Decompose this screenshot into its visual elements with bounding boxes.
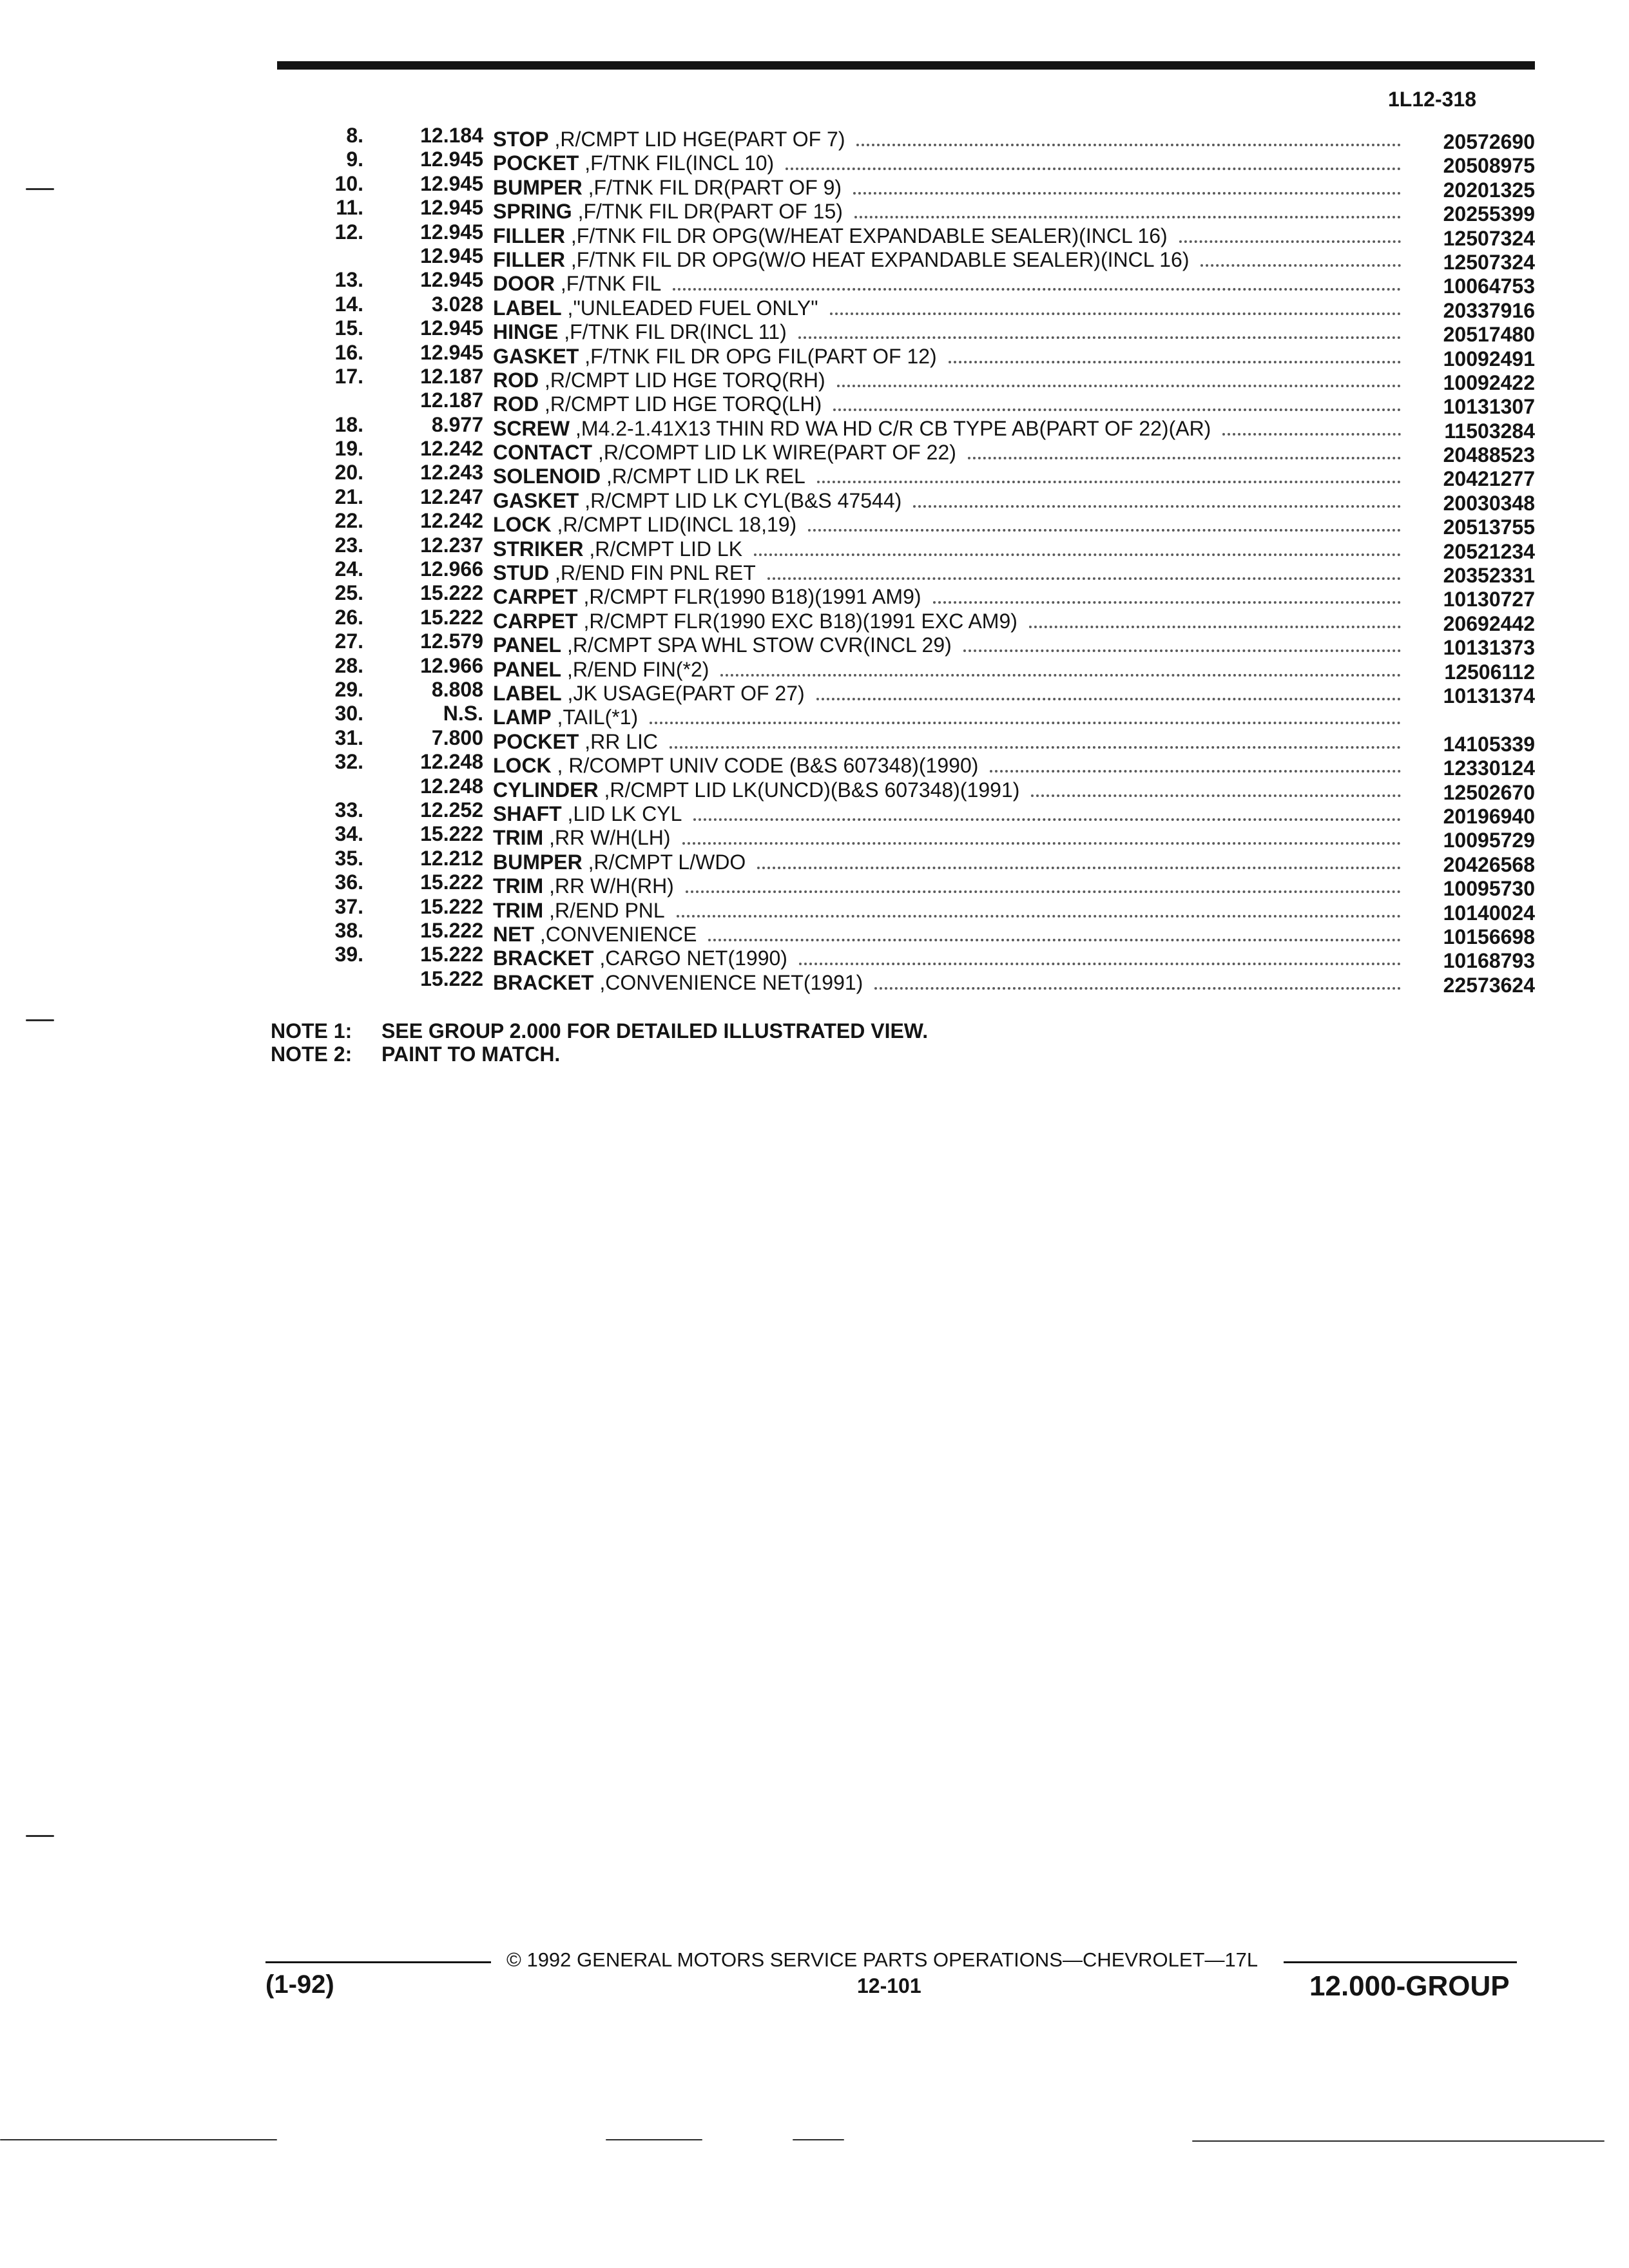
part-detail: ,RR W/H(LH) <box>543 826 671 850</box>
item-number: 35. <box>334 846 363 870</box>
item-number: 31. <box>334 726 363 749</box>
part-name: LABEL <box>493 681 562 705</box>
parts-row <box>271 220 1535 250</box>
dot-leader <box>650 706 1401 724</box>
dot-leader <box>817 465 1401 483</box>
part-detail: ,RR LIC <box>579 729 659 753</box>
part-detail: ,RR W/H(RH) <box>543 874 674 898</box>
part-detail: ,R/CMPT SPA WHL STOW CVR(INCL 29) <box>561 633 952 657</box>
part-name: POCKET <box>493 729 579 753</box>
part-name: ROD <box>493 392 539 416</box>
parts-row <box>271 316 1535 347</box>
part-number: 20513755 <box>1443 515 1535 539</box>
part-name: HINGE <box>493 320 559 344</box>
item-number: 16. <box>334 340 363 364</box>
dot-leader <box>856 128 1401 146</box>
scan-mark <box>26 188 54 190</box>
part-detail: ,M4.2-1.41X13 THIN RD WA HD C/R CB TYPE AB(PART OF 22)(AR) <box>570 416 1211 440</box>
item-number: 33. <box>334 798 363 822</box>
part-name: NET <box>493 922 534 946</box>
part-detail: ,R/CMPT LID LK CYL(B&S 47544) <box>579 488 902 512</box>
part-number: 10064753 <box>1443 274 1535 298</box>
item-number: 21. <box>334 485 363 508</box>
item-number: 9. <box>346 148 363 171</box>
dot-leader <box>686 875 1401 893</box>
dot-leader <box>933 586 1401 604</box>
footer-page-number: 12-101 <box>857 1974 921 1997</box>
part-number: 20508975 <box>1443 154 1535 178</box>
part-detail: ,F/TNK FIL DR(INCL 11) <box>558 320 787 344</box>
part-number: 20692442 <box>1443 611 1535 635</box>
part-name: STRIKER <box>493 537 584 561</box>
group-number: 12.187 <box>420 389 483 412</box>
part-detail: ,R/CMPT LID LK(UNCD)(B&S 607348)(1991) <box>598 778 1020 802</box>
part-name: LAMP <box>493 706 552 729</box>
item-number: 25. <box>334 581 363 605</box>
part-detail: ,R/CMPT LID HGE TORQ(RH) <box>539 368 825 392</box>
part-detail: ,F/TNK FIL DR OPG(W/O HEAT EXPANDABLE SEALER)(INCL 16) <box>564 247 1190 271</box>
part-detail: ,F/TNK FIL DR(PART OF 15) <box>572 200 843 224</box>
note-label: NOTE 2: <box>271 1043 352 1066</box>
part-name: SOLENOID <box>493 465 601 488</box>
item-number: 22. <box>334 509 363 533</box>
parts-row <box>271 581 1535 611</box>
dot-leader <box>968 441 1401 459</box>
part-detail: ,R/END FIN PNL RET <box>549 561 756 585</box>
group-number: N.S. <box>443 702 483 726</box>
dot-leader <box>1029 610 1401 628</box>
part-name: BRACKET <box>493 947 594 970</box>
group-number: 12.945 <box>420 340 483 364</box>
item-number: 30. <box>334 702 363 726</box>
group-number: 12.945 <box>420 196 483 220</box>
part-name: TRIM <box>493 874 544 898</box>
parts-row <box>271 533 1535 563</box>
parts-row <box>271 148 1535 178</box>
part-detail: ,R/CMPT FLR(1990 B18)(1991 AM9) <box>577 585 921 609</box>
parts-row <box>271 244 1535 274</box>
group-number: 7.800 <box>431 726 483 749</box>
item-number: 10. <box>334 171 363 195</box>
parts-row <box>271 798 1535 828</box>
dot-leader <box>786 152 1401 170</box>
part-number: 12506112 <box>1444 660 1535 684</box>
part-name: SCREW <box>493 416 570 440</box>
group-number: 12.945 <box>420 220 483 244</box>
item-number: 36. <box>334 870 363 894</box>
parts-row <box>271 750 1535 780</box>
item-number: 12. <box>334 220 363 244</box>
dot-leader <box>853 177 1401 195</box>
part-name: STOP <box>493 128 549 151</box>
scan-mark <box>0 2139 277 2140</box>
part-detail: ,F/TNK FIL DR(PART OF 9) <box>582 175 842 199</box>
parts-row <box>271 412 1535 443</box>
note-text: SEE GROUP 2.000 FOR DETAILED ILLUSTRATED VIEW. <box>381 1019 929 1043</box>
part-number: 20521234 <box>1443 539 1535 563</box>
part-number: 10095730 <box>1443 877 1535 901</box>
parts-row <box>271 605 1535 635</box>
part-number: 20572690 <box>1443 130 1535 153</box>
part-name: BUMPER <box>493 850 583 874</box>
parts-row <box>271 485 1535 515</box>
item-number: 28. <box>334 653 363 677</box>
parts-row <box>271 171 1535 202</box>
footer-rule-right <box>1284 1961 1517 1963</box>
part-number: 20488523 <box>1443 443 1535 467</box>
parts-row <box>271 870 1535 901</box>
parts-row <box>271 702 1535 729</box>
part-detail: ,R/END FIN(*2) <box>561 657 709 681</box>
part-name: BUMPER <box>493 175 583 199</box>
note <box>271 1019 928 1043</box>
part-name: FILLER <box>493 224 565 247</box>
item-number: 17. <box>334 364 363 388</box>
group-number: 12.579 <box>420 629 483 653</box>
parts-row <box>271 124 1535 153</box>
parts-row <box>271 509 1535 539</box>
scan-mark <box>793 2139 844 2140</box>
scan-mark <box>1192 2140 1605 2142</box>
part-number: 10095729 <box>1443 829 1535 852</box>
part-name: GASKET <box>493 344 579 368</box>
dot-leader <box>874 972 1401 990</box>
parts-list <box>271 124 1535 997</box>
parts-row <box>271 726 1535 756</box>
group-number: 12.966 <box>420 557 483 581</box>
part-detail: ,LID LK CYL <box>561 802 682 825</box>
parts-row <box>271 196 1535 226</box>
part-name: POCKET <box>493 151 579 175</box>
parts-row <box>271 629 1535 660</box>
group-number: 12.184 <box>420 124 483 147</box>
part-number: 20517480 <box>1443 323 1535 347</box>
dot-leader <box>1179 225 1401 243</box>
part-number: 12502670 <box>1443 780 1535 804</box>
dot-leader <box>799 947 1401 965</box>
part-name: GASKET <box>493 488 579 512</box>
dot-leader <box>1031 779 1401 797</box>
parts-row <box>271 943 1535 973</box>
dot-leader <box>767 562 1401 580</box>
part-number: 20255399 <box>1443 202 1535 226</box>
part-detail: ,F/TNK FIL DR OPG FIL(PART OF 12) <box>579 344 937 368</box>
footer-date-code: (1-92) <box>265 1970 334 1999</box>
item-number: 27. <box>334 629 363 653</box>
item-number: 15. <box>334 316 363 340</box>
dot-leader <box>798 321 1401 339</box>
part-number: 10092491 <box>1443 347 1535 370</box>
group-number: 3.028 <box>431 292 483 316</box>
footer-group: 12.000-GROUP <box>1309 1970 1510 2002</box>
part-number: 20030348 <box>1443 491 1535 515</box>
part-name: SHAFT <box>493 802 562 825</box>
part-name: BRACKET <box>493 970 594 994</box>
dot-leader <box>757 851 1401 869</box>
part-number: 10092422 <box>1443 370 1535 394</box>
part-number: 10131374 <box>1443 684 1535 707</box>
part-detail: ,F/TNK FIL(INCL 10) <box>579 151 775 175</box>
part-number: 12330124 <box>1443 756 1535 780</box>
group-number: 12.945 <box>420 316 483 340</box>
group-number: 12.945 <box>420 268 483 292</box>
item-number: 23. <box>334 533 363 557</box>
dot-leader <box>754 538 1401 556</box>
dot-leader <box>913 490 1401 508</box>
part-number: 14105339 <box>1443 732 1535 756</box>
part-name: STUD <box>493 561 550 585</box>
dot-leader <box>963 634 1401 652</box>
top-rule <box>277 61 1535 70</box>
part-detail: ,R/CMPT LID(INCL 18,19) <box>551 513 797 537</box>
part-detail: ,F/TNK FIL DR OPG(W/HEAT EXPANDABLE SEALER)(INCL 16) <box>564 224 1168 247</box>
dot-leader <box>1222 418 1401 436</box>
group-number: 15.222 <box>420 605 483 629</box>
item-number: 11. <box>336 196 363 220</box>
group-number: 12.966 <box>420 653 483 677</box>
group-number: 15.222 <box>420 581 483 605</box>
dot-leader <box>837 369 1401 387</box>
part-detail: ,R/END PNL <box>543 898 665 922</box>
parts-row <box>271 340 1535 370</box>
dot-leader <box>830 297 1401 315</box>
group-number: 15.222 <box>420 822 483 846</box>
dot-leader <box>816 682 1401 700</box>
part-name: DOOR <box>493 272 555 296</box>
note <box>271 1043 928 1066</box>
part-name: CARPET <box>493 585 578 609</box>
part-number: 12507324 <box>1443 250 1535 274</box>
scan-mark <box>26 1019 54 1021</box>
part-detail: ,JK USAGE(PART OF 27) <box>561 681 805 705</box>
part-name: SPRING <box>493 200 572 224</box>
dot-leader <box>833 393 1401 411</box>
part-name: FILLER <box>493 247 565 271</box>
item-number: 18. <box>334 412 363 436</box>
part-name: ROD <box>493 368 539 392</box>
dot-leader <box>1200 249 1401 267</box>
part-number: 20352331 <box>1443 564 1535 588</box>
group-number: 12.237 <box>420 533 483 557</box>
item-number: 13. <box>334 268 363 292</box>
part-name: TRIM <box>493 898 544 922</box>
part-name: CONTACT <box>493 441 593 465</box>
parts-row <box>271 292 1535 322</box>
group-number: 12.252 <box>420 798 483 822</box>
dot-leader <box>682 827 1401 845</box>
dot-leader <box>708 923 1401 941</box>
part-name: PANEL <box>493 657 562 681</box>
group-number: 12.187 <box>420 364 483 388</box>
part-detail: ,TAIL(*1) <box>551 706 639 729</box>
part-number: 11503284 <box>1444 419 1535 443</box>
part-number: 20201325 <box>1443 178 1535 202</box>
part-number: 20196940 <box>1443 804 1535 828</box>
part-detail: ,CONVENIENCE NET(1991) <box>593 970 863 994</box>
part-detail: ,R/CMPT LID HGE(PART OF 7) <box>548 128 845 151</box>
part-name: PANEL <box>493 633 562 657</box>
part-number: 10131373 <box>1443 636 1535 660</box>
part-number: 10140024 <box>1443 901 1535 925</box>
group-number: 15.222 <box>420 943 483 966</box>
footer-rule-left <box>265 1961 491 1963</box>
item-number: 32. <box>334 750 363 774</box>
dot-leader <box>670 731 1401 749</box>
part-detail: ,F/TNK FIL <box>555 272 662 296</box>
part-name: LABEL <box>493 296 562 320</box>
part-number: 20337916 <box>1443 298 1535 322</box>
description <box>493 971 863 995</box>
parts-row <box>271 918 1535 948</box>
parts-row <box>271 653 1535 684</box>
part-detail: ,R/CMPT LID LK <box>583 537 743 561</box>
item-number: 38. <box>334 918 363 942</box>
part-number: 10130727 <box>1443 588 1535 611</box>
parts-row <box>271 461 1535 491</box>
part-detail: ,R/CMPT LID HGE TORQ(LH) <box>539 392 822 416</box>
footer-copyright: © 1992 GENERAL MOTORS SERVICE PARTS OPERATIONS—CHEVROLET—17L <box>506 1948 1258 1971</box>
group-number: 15.222 <box>420 966 483 990</box>
group-number: 12.945 <box>420 148 483 171</box>
part-name: LOCK <box>493 754 552 778</box>
dot-leader <box>677 899 1401 918</box>
part-number: 10131307 <box>1443 395 1535 419</box>
part-detail: ,R/COMPT LID LK WIRE(PART OF 22) <box>592 441 956 465</box>
item-number: 19. <box>334 437 363 461</box>
part-detail: ,R/CMPT LID LK REL <box>601 465 805 488</box>
parts-row <box>271 966 1535 997</box>
parts-row <box>271 846 1535 876</box>
group-number: 15.222 <box>420 894 483 918</box>
page-code: 1L12-318 <box>1388 88 1476 111</box>
dot-leader <box>720 658 1401 677</box>
group-number: 12.242 <box>420 509 483 533</box>
part-number: 10168793 <box>1443 949 1535 973</box>
group-number: 12.945 <box>420 244 483 267</box>
item-number: 26. <box>334 605 363 629</box>
part-number: 20421277 <box>1443 467 1535 491</box>
parts-row <box>271 268 1535 298</box>
parts-row <box>271 437 1535 467</box>
group-number: 15.222 <box>420 870 483 894</box>
item-number: 39. <box>334 943 363 966</box>
part-detail: , R/COMPT UNIV CODE (B&S 607348)(1990) <box>551 754 979 778</box>
group-number: 12.248 <box>420 750 483 774</box>
scan-mark <box>26 1835 54 1837</box>
group-number: 8.977 <box>431 412 483 436</box>
item-number: 34. <box>334 822 363 846</box>
group-number: 8.808 <box>431 677 483 701</box>
part-detail: ,CARGO NET(1990) <box>593 947 787 970</box>
part-number: 22573624 <box>1443 973 1535 997</box>
dot-leader <box>673 273 1401 291</box>
description-cell <box>493 971 1409 995</box>
note-text: PAINT TO MATCH. <box>381 1043 561 1066</box>
part-detail: ,CONVENIENCE <box>534 922 697 946</box>
parts-row <box>271 677 1535 707</box>
group-number: 15.222 <box>420 918 483 942</box>
dot-leader <box>854 200 1401 218</box>
parts-row <box>271 364 1535 394</box>
note-label: NOTE 1: <box>271 1019 352 1043</box>
parts-row <box>271 822 1535 852</box>
part-name: CARPET <box>493 609 578 633</box>
part-number: 12507324 <box>1443 226 1535 250</box>
parts-row <box>271 774 1535 804</box>
parts-row <box>271 557 1535 588</box>
part-detail: ,R/CMPT FLR(1990 EXC B18)(1991 EXC AM9) <box>577 609 1017 633</box>
parts-row <box>271 389 1535 419</box>
part-detail: ,R/CMPT L/WDO <box>582 850 746 874</box>
part-number: 20426568 <box>1443 852 1535 876</box>
dot-leader <box>693 803 1401 821</box>
dot-leader <box>808 514 1401 532</box>
item-number: 29. <box>334 677 363 701</box>
part-detail: ,"UNLEADED FUEL ONLY" <box>561 296 818 320</box>
group-number: 12.243 <box>420 461 483 485</box>
group-number: 12.247 <box>420 485 483 508</box>
item-number: 24. <box>334 557 363 581</box>
notes <box>271 1019 928 1066</box>
parts-row <box>271 894 1535 925</box>
group-number: 12.945 <box>420 171 483 195</box>
part-name: LOCK <box>493 513 552 537</box>
item-number: 14. <box>334 292 363 316</box>
group-number: 12.212 <box>420 846 483 870</box>
item-number: 8. <box>346 124 363 147</box>
group-number: 12.248 <box>420 774 483 798</box>
part-number: 10156698 <box>1443 925 1535 948</box>
part-name: TRIM <box>493 826 544 850</box>
part-name: CYLINDER <box>493 778 599 802</box>
scan-mark <box>606 2139 702 2140</box>
dot-leader <box>949 345 1401 363</box>
dot-leader <box>990 754 1401 773</box>
group-number: 12.242 <box>420 437 483 461</box>
item-number: 37. <box>334 894 363 918</box>
item-number: 20. <box>334 461 363 485</box>
